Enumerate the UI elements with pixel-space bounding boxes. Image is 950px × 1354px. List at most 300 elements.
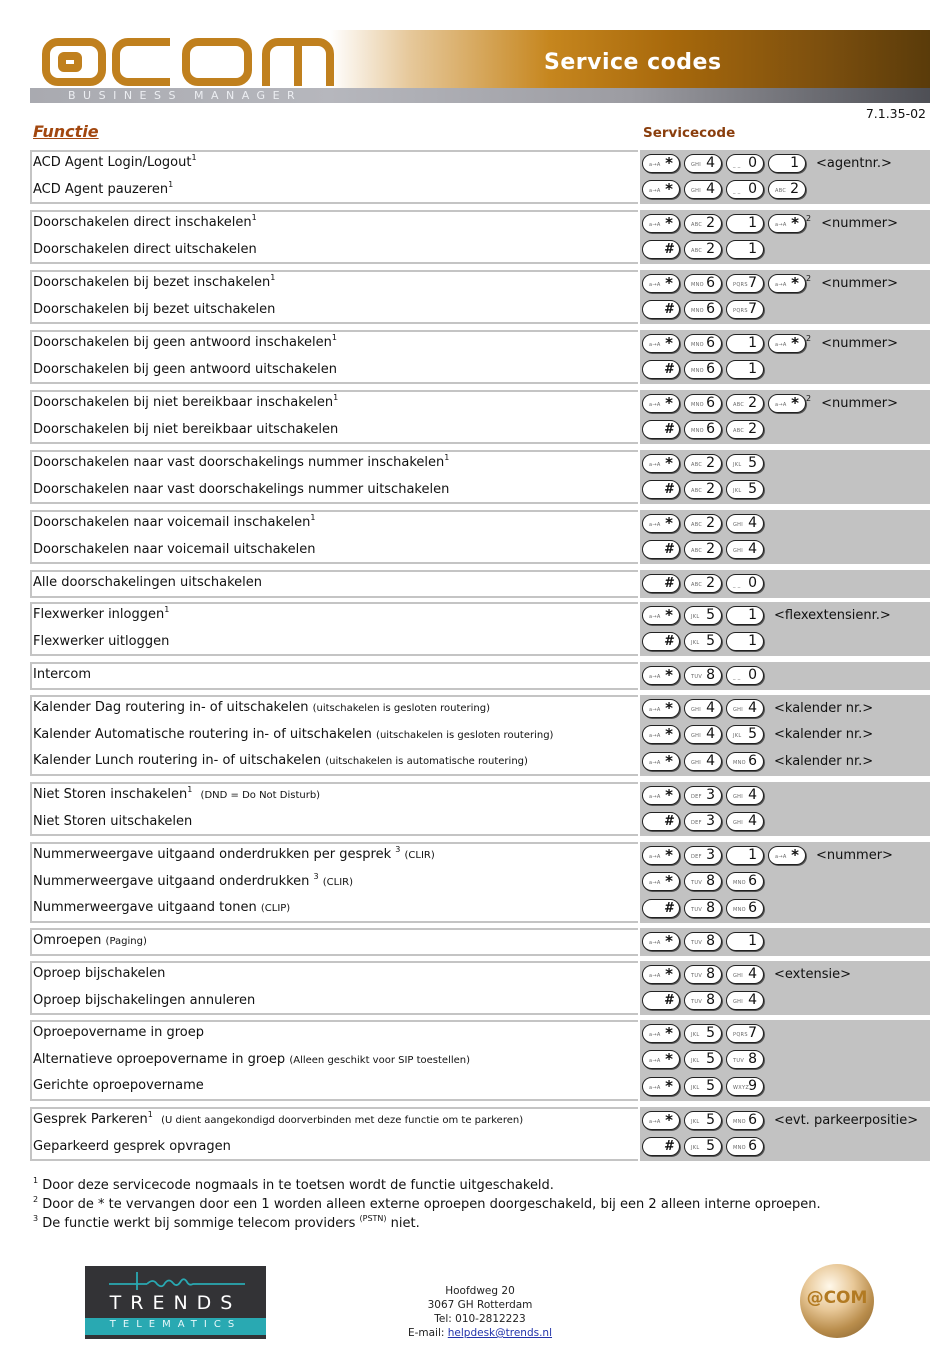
function-name: Oproep bijschakelen xyxy=(33,966,166,981)
table-row xyxy=(30,695,930,721)
keypad-key-hash xyxy=(642,540,680,559)
key-letters: a→A xyxy=(649,1058,661,1064)
service-code-keys xyxy=(642,392,898,414)
key-symbol: * xyxy=(665,1023,673,1042)
key-symbol: 2 xyxy=(748,421,757,437)
footnote-ref: 1 xyxy=(310,513,316,522)
keypad-key-star xyxy=(642,699,680,718)
key-letters: a→A xyxy=(775,281,787,288)
service-code-keys xyxy=(642,784,764,806)
key-letters: MNO xyxy=(691,308,704,314)
keypad-key-star xyxy=(642,454,680,473)
service-code-keys xyxy=(642,990,764,1012)
service-code-keys xyxy=(642,1049,764,1071)
table-row xyxy=(30,537,930,563)
service-group xyxy=(30,928,930,956)
key-letters: ABC xyxy=(691,488,703,494)
key-letters: PQRS xyxy=(733,281,748,288)
trends-word: TRENDS xyxy=(109,1292,242,1314)
function-label xyxy=(33,335,337,350)
keypad-key-digit-6 xyxy=(726,899,764,918)
keypad-key-star xyxy=(642,786,680,805)
keypad-key-digit-1 xyxy=(768,154,806,173)
keypad-key-digit-2 xyxy=(684,540,722,559)
key-letters: GHI xyxy=(733,820,744,826)
function-note: (DND = Do Not Disturb) xyxy=(200,790,321,801)
code-parameter: <extensie> xyxy=(774,966,851,982)
key-symbol: 6 xyxy=(748,752,757,769)
key-letters: a→A xyxy=(649,221,661,228)
keypad-key-digit-5 xyxy=(684,1077,722,1096)
service-code-keys xyxy=(642,750,873,772)
key-symbol: 8 xyxy=(706,965,715,982)
function-name: Doorschakelen bij niet bereikbaar uitschakelen xyxy=(33,421,339,437)
key-symbol: 4 xyxy=(748,541,757,557)
key-letters: ABC xyxy=(691,581,703,588)
table-row xyxy=(30,629,930,655)
address-city: 3067 GH Rotterdam xyxy=(427,1299,533,1311)
key-symbol: 4 xyxy=(748,965,757,982)
footnote-ref: 3 xyxy=(313,871,319,881)
footnote-ref: 1 xyxy=(444,453,450,462)
keypad-key-digit-8 xyxy=(684,666,722,685)
function-name: Doorschakelen bij geen antwoord uitschakelen xyxy=(33,361,337,377)
function-label xyxy=(33,242,257,257)
function-name: Doorschakelen bij bezet inschakelen xyxy=(33,275,271,290)
keypad-key-star xyxy=(642,666,680,685)
keypad-key-star xyxy=(642,154,680,173)
keypad-key-digit-3 xyxy=(684,786,722,805)
function-name: Alternatieve oproepovername in groep xyxy=(33,1051,286,1067)
column-header-functie: Functie xyxy=(33,122,99,141)
function-label xyxy=(33,607,169,622)
key-letters: MNO xyxy=(691,341,704,348)
key-symbol: * xyxy=(665,725,673,743)
keypad-key-digit-5 xyxy=(726,480,764,499)
keypad-key-digit-7 xyxy=(726,1024,764,1043)
key-symbol: 6 xyxy=(706,361,715,377)
keypad-key-hash xyxy=(642,991,680,1010)
key-symbol: 0 xyxy=(748,154,757,171)
email-link[interactable]: helpdesk@trends.nl xyxy=(447,1327,553,1339)
table-row xyxy=(30,748,930,774)
table-row xyxy=(30,330,930,356)
keypad-key-digit-6 xyxy=(684,394,722,413)
keypad-key-digit-6 xyxy=(726,872,764,891)
table-row xyxy=(30,842,930,868)
key-letters: JKL xyxy=(733,488,742,494)
key-symbol: * xyxy=(791,333,799,352)
keypad-key-star xyxy=(642,965,680,984)
function-name: Omroepen xyxy=(33,933,102,948)
key-symbol: # xyxy=(663,422,673,437)
code-parameter: <evt. parkeerpositie> xyxy=(774,1112,919,1128)
function-label xyxy=(33,1139,231,1154)
function-name: Flexwerker uitloggen xyxy=(33,633,170,649)
keypad-key-digit-6 xyxy=(726,752,764,771)
key-symbol: * xyxy=(665,605,673,624)
keypad-key-star xyxy=(642,846,680,865)
keypad-key-digit-1 xyxy=(726,606,764,625)
key-symbol: * xyxy=(665,153,673,172)
key-symbol: 5 xyxy=(748,726,757,742)
ecom-logo xyxy=(40,36,340,86)
key-symbol: * xyxy=(791,845,799,864)
keypad-key-digit-1 xyxy=(726,214,764,233)
service-code-keys xyxy=(642,930,764,952)
footnote-ref: 1 xyxy=(331,333,337,342)
service-group xyxy=(30,1020,930,1101)
function-note: (uitschakelen is gesloten routering) xyxy=(312,703,491,714)
keypad-key-digit-2 xyxy=(684,514,722,533)
keypad-key-digit-2 xyxy=(768,180,806,199)
service-code-keys xyxy=(642,1136,764,1158)
function-name: Geparkeerd gesprek opvragen xyxy=(33,1138,231,1154)
footnote-ref: 1 xyxy=(333,393,339,402)
code-parameter: <kalender nr.> xyxy=(774,727,874,742)
key-symbol: # xyxy=(663,993,673,1008)
key-letters: DEF xyxy=(691,853,702,860)
key-symbol: # xyxy=(663,900,673,916)
function-label xyxy=(33,455,449,470)
key-letters: ABC xyxy=(691,221,703,228)
page-title: Service codes xyxy=(544,50,722,75)
keypad-key-digit-6 xyxy=(726,1137,764,1156)
key-letters: _ _ xyxy=(733,188,741,194)
function-label xyxy=(33,395,338,410)
function-note: (Alleen geschikt voor SIP toestellen) xyxy=(289,1054,471,1066)
key-letters: a→A xyxy=(649,188,661,194)
service-code-keys xyxy=(642,871,764,893)
keypad-key-digit-1 xyxy=(726,932,764,951)
keypad-key-digit-4 xyxy=(684,725,722,744)
key-letters: a→A xyxy=(649,281,661,288)
contact-address xyxy=(380,1284,580,1340)
key-symbol: 6 xyxy=(748,899,757,916)
keypad-key-star xyxy=(642,1111,680,1130)
code-parameter: <nummer> xyxy=(821,395,899,411)
table-row xyxy=(30,450,930,476)
key-symbol: * xyxy=(665,213,673,232)
keypad-key-digit-1 xyxy=(726,846,764,865)
key-symbol: 2 xyxy=(706,454,715,471)
key-symbol: 2 xyxy=(706,574,715,591)
code-parameter: <nummer> xyxy=(821,275,899,291)
key-symbol: * xyxy=(791,393,799,412)
key-symbol: 5 xyxy=(706,1111,715,1128)
key-letters: MNO xyxy=(691,428,704,434)
keypad-key-digit-6 xyxy=(684,334,722,353)
key-letters: JKL xyxy=(691,1058,700,1064)
keypad-key-hash xyxy=(642,1137,680,1156)
keypad-key-digit-0 xyxy=(726,180,764,199)
key-symbol: * xyxy=(665,751,673,770)
table-row xyxy=(30,869,930,895)
key-symbol: 7 xyxy=(748,274,757,291)
key-letters: a→A xyxy=(775,221,787,228)
key-symbol: 6 xyxy=(706,394,715,411)
key-letters: a→A xyxy=(775,401,787,408)
key-letters: MNO xyxy=(733,1145,746,1151)
service-code-keys xyxy=(642,697,873,719)
page-header xyxy=(30,30,930,103)
key-letters: WXYZ xyxy=(733,1084,750,1091)
keypad-key-digit-8 xyxy=(726,1050,764,1069)
key-symbol: 4 xyxy=(706,181,715,197)
keypad-key-hash xyxy=(642,360,680,379)
key-letters: GHI xyxy=(691,706,702,713)
key-symbol: 2 xyxy=(706,214,715,231)
function-label xyxy=(33,871,354,889)
key-letters: _ _ xyxy=(733,673,741,680)
function-name: Doorschakelen naar vast doorschakelings nummer uitschakelen xyxy=(33,481,450,497)
service-code-keys xyxy=(642,1075,764,1097)
key-letters: ABC xyxy=(733,401,745,408)
key-symbol: 5 xyxy=(748,481,757,497)
keypad-key-digit-5 xyxy=(684,1111,722,1130)
service-code-keys xyxy=(642,1109,918,1131)
key-symbol: 8 xyxy=(748,1051,757,1067)
key-symbol: 4 xyxy=(706,726,715,742)
key-symbol: * xyxy=(665,1076,673,1095)
footnote-ref: 2 xyxy=(806,333,812,343)
key-letters: JKL xyxy=(733,733,742,739)
key-letters: GHI xyxy=(733,793,744,800)
service-group xyxy=(30,782,930,836)
footnote-ref: 1 xyxy=(164,605,170,614)
key-symbol: 1 xyxy=(748,606,757,623)
function-note: (uitschakelen is automatische routering) xyxy=(325,756,528,767)
key-letters: a→A xyxy=(649,673,661,680)
key-letters: _ _ xyxy=(733,161,741,168)
key-symbol: 2 xyxy=(790,181,799,197)
function-name: Doorschakelen naar vast doorschakelings nummer inschakelen xyxy=(33,455,445,470)
keypad-key-digit-9 xyxy=(726,1077,764,1096)
key-letters: a→A xyxy=(649,706,661,713)
key-symbol: 5 xyxy=(748,454,757,471)
key-symbol: 5 xyxy=(706,633,715,649)
key-letters: a→A xyxy=(649,461,661,468)
function-label xyxy=(33,847,435,862)
key-letters: GHI xyxy=(733,999,744,1005)
table-row xyxy=(30,602,930,628)
key-letters: JKL xyxy=(691,1145,700,1151)
key-symbol: 5 xyxy=(706,1051,715,1067)
service-code-keys xyxy=(642,359,764,381)
keypad-key-star xyxy=(642,1024,680,1043)
keypad-key-digit-4 xyxy=(726,786,764,805)
key-letters: MNO xyxy=(691,281,704,288)
function-label xyxy=(33,275,275,290)
key-letters: a→A xyxy=(649,759,661,766)
keypad-key-star xyxy=(642,606,680,625)
key-symbol: # xyxy=(663,482,673,497)
service-code-keys xyxy=(642,479,764,501)
function-name: Oproepovername in groep xyxy=(33,1025,205,1040)
service-code-keys xyxy=(642,239,764,261)
function-name: Intercom xyxy=(33,667,91,682)
service-group xyxy=(30,330,930,384)
service-group xyxy=(30,602,930,656)
key-symbol: 4 xyxy=(748,992,757,1008)
code-parameter: <nummer> xyxy=(816,847,893,863)
key-symbol: 3 xyxy=(706,813,715,829)
key-letters: JKL xyxy=(691,640,700,646)
function-name: Nummerweergave uitgaand onderdrukken per gesprek xyxy=(33,847,392,862)
key-symbol: 5 xyxy=(706,606,715,623)
key-symbol: 8 xyxy=(706,873,715,889)
function-label xyxy=(33,700,490,715)
key-symbol: * xyxy=(665,393,673,412)
keypad-key-star xyxy=(642,214,680,233)
key-letters: DEF xyxy=(691,820,702,826)
service-code-keys xyxy=(642,724,873,746)
key-symbol: * xyxy=(791,273,799,292)
keypad-key-digit-2 xyxy=(684,574,722,593)
service-code-keys xyxy=(642,152,892,174)
key-symbol: 6 xyxy=(706,274,715,291)
footnote-ref: 1 xyxy=(270,273,276,282)
service-code-keys xyxy=(642,332,898,354)
keypad-key-star xyxy=(768,846,806,865)
service-group xyxy=(30,842,930,923)
key-symbol: 8 xyxy=(706,932,715,949)
table-row xyxy=(30,722,930,748)
keypad-key-digit-4 xyxy=(726,514,764,533)
keypad-key-hash xyxy=(642,899,680,918)
footnote-ref: 2 xyxy=(806,213,812,223)
function-label xyxy=(33,1052,470,1067)
table-row xyxy=(30,1047,930,1073)
function-label xyxy=(33,667,91,682)
function-label xyxy=(33,1112,523,1127)
function-label xyxy=(33,900,290,915)
keypad-key-star xyxy=(642,180,680,199)
keypad-key-digit-4 xyxy=(684,154,722,173)
keypad-key-star xyxy=(642,334,680,353)
trends-telematics-logo xyxy=(85,1266,266,1339)
keypad-key-star xyxy=(768,274,806,293)
key-symbol: # xyxy=(663,362,673,377)
table-row xyxy=(30,570,930,596)
keypad-key-hash xyxy=(642,240,680,259)
service-group xyxy=(30,150,930,204)
keypad-key-digit-4 xyxy=(684,699,722,718)
key-symbol: 0 xyxy=(748,666,757,683)
key-letters: ABC xyxy=(775,188,787,194)
function-name: Kalender Automatische routering in- of uitschakelen xyxy=(33,726,372,742)
service-code-keys xyxy=(642,572,764,594)
key-symbol: # xyxy=(663,242,673,257)
globe-logo-text: @COM xyxy=(806,1288,868,1308)
keypad-key-digit-4 xyxy=(684,752,722,771)
service-code-keys xyxy=(642,1022,764,1044)
key-symbol: 2 xyxy=(748,394,757,411)
function-name: Nummerweergave uitgaand tonen xyxy=(33,900,257,915)
service-code-keys xyxy=(642,299,764,321)
function-name: ACD Agent Login/Logout xyxy=(33,155,192,170)
key-letters: MNO xyxy=(733,759,746,766)
keypad-key-hash xyxy=(642,632,680,651)
key-symbol: 6 xyxy=(748,1138,757,1154)
keypad-key-digit-4 xyxy=(726,540,764,559)
keypad-key-hash xyxy=(642,480,680,499)
key-symbol: 1 xyxy=(748,361,757,377)
key-letters: MNO xyxy=(733,906,746,913)
function-name: Nummerweergave uitgaand onderdrukken xyxy=(33,873,310,889)
key-letters: a→A xyxy=(649,401,661,408)
function-label xyxy=(33,179,174,197)
code-parameter: <kalender nr.> xyxy=(774,700,874,716)
service-code-keys xyxy=(642,512,764,534)
key-symbol: 4 xyxy=(748,699,757,716)
address-street: Hoofdweg 20 xyxy=(445,1285,515,1297)
key-letters: JKL xyxy=(691,613,700,620)
key-symbol: 4 xyxy=(748,813,757,829)
key-letters: a→A xyxy=(649,1084,661,1091)
key-symbol: 6 xyxy=(706,334,715,351)
key-letters: JKL xyxy=(733,461,742,468)
table-row xyxy=(30,210,930,236)
key-symbol: # xyxy=(663,302,673,317)
key-letters: a→A xyxy=(775,853,787,860)
column-header-servicecode: Servicecode xyxy=(643,125,736,141)
key-symbol: * xyxy=(665,845,673,864)
keypad-key-star xyxy=(642,514,680,533)
service-group xyxy=(30,270,930,324)
key-letters: TUV xyxy=(691,673,703,680)
key-symbol: 1 xyxy=(748,334,757,351)
key-symbol: 1 xyxy=(748,932,757,949)
key-letters: ABC xyxy=(733,428,745,434)
key-letters: GHI xyxy=(691,188,702,194)
table-row xyxy=(30,237,930,263)
keypad-key-digit-6 xyxy=(684,300,722,319)
key-letters: TUV xyxy=(691,906,703,913)
table-row xyxy=(30,895,930,921)
function-label xyxy=(33,362,337,377)
table-row xyxy=(30,510,930,536)
function-name: Niet Storen uitschakelen xyxy=(33,813,193,829)
function-name: Oproep bijschakelingen annuleren xyxy=(33,992,256,1008)
table-row xyxy=(30,1073,930,1099)
service-code-keys xyxy=(642,963,851,985)
key-letters: GHI xyxy=(691,161,702,168)
service-code-keys xyxy=(642,631,764,653)
key-symbol: 8 xyxy=(706,992,715,1008)
key-symbol: * xyxy=(665,698,673,717)
keypad-key-digit-2 xyxy=(726,394,764,413)
table-row xyxy=(30,782,930,808)
key-letters: a→A xyxy=(775,341,787,348)
function-name: Alle doorschakelingen uitschakelen xyxy=(33,575,263,590)
trends-signature-icon xyxy=(107,1270,247,1292)
footnote-ref: 2 xyxy=(806,273,812,283)
keypad-key-digit-5 xyxy=(726,725,764,744)
keypad-key-digit-0 xyxy=(726,666,764,685)
function-label xyxy=(33,1078,204,1093)
service-group xyxy=(30,695,930,776)
key-symbol: 3 xyxy=(706,846,715,863)
service-code-keys xyxy=(642,272,898,294)
key-letters: a→A xyxy=(649,853,661,860)
function-label xyxy=(33,993,255,1008)
key-symbol: * xyxy=(665,964,673,983)
key-symbol: 2 xyxy=(706,481,715,497)
key-symbol: 4 xyxy=(706,154,715,171)
function-name: Kalender Lunch routering in- of uitschakelen xyxy=(33,753,322,768)
keypad-key-star xyxy=(768,334,806,353)
